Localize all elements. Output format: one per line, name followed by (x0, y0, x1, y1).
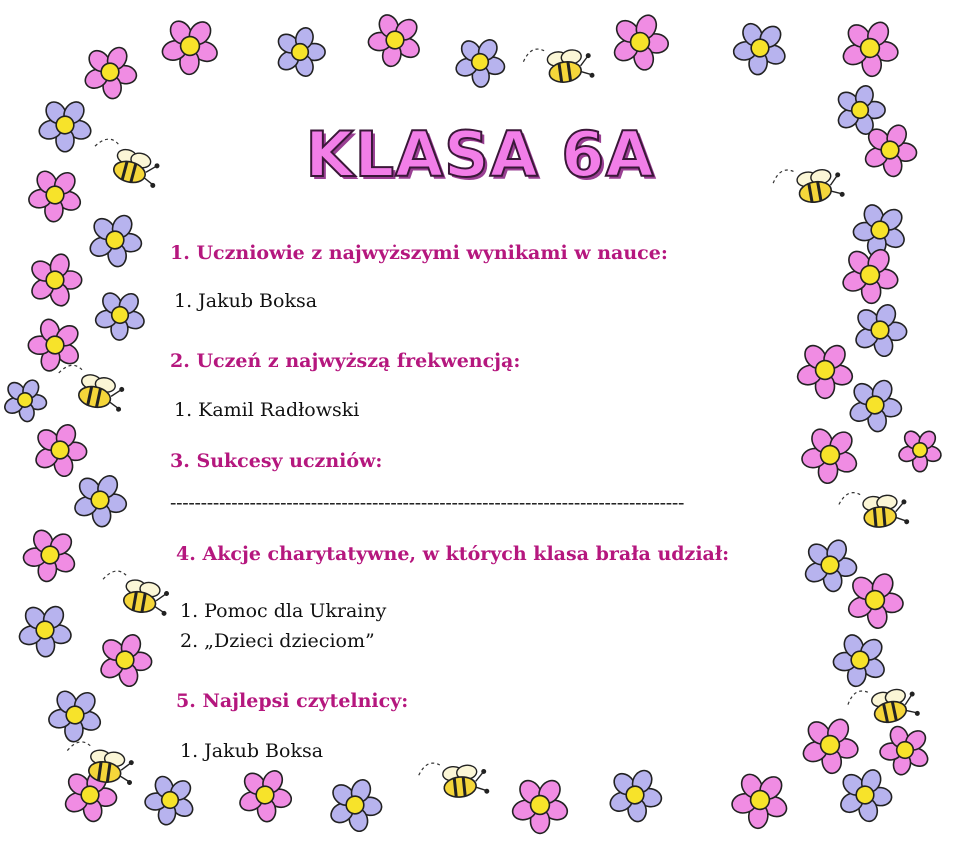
section-5-title: Najlepsi czytelnicy: (202, 690, 409, 712)
list-item-text: Jakub Boksa (198, 290, 318, 312)
pink-flower-icon (96, 630, 154, 691)
list-item (180, 600, 386, 622)
section-3-heading (170, 450, 382, 472)
list-item-text: Jakub Boksa (204, 740, 324, 762)
section-1-number: 1. (170, 242, 190, 264)
list-item (180, 740, 323, 762)
pink-flower-icon (358, 2, 433, 78)
blue-flower-icon (275, 26, 325, 79)
section-4-title: Akcje charytatywne, w których klasa brała udział: (202, 543, 730, 565)
blue-flower-icon (135, 764, 205, 835)
pink-flower-icon (892, 421, 948, 478)
section-4-number: 4. (176, 543, 196, 565)
section-5-heading (176, 690, 408, 712)
pink-flower-icon (17, 306, 93, 383)
blue-flower-icon (449, 30, 511, 94)
section-4-heading (176, 543, 729, 565)
pink-flower-icon (504, 768, 577, 843)
list-item (180, 630, 375, 652)
dashed-placeholder-line: ------------------------------------------------------------------------------------ (170, 492, 685, 514)
list-item (174, 290, 317, 312)
page-title: KLASA 6A (305, 118, 655, 191)
section-2-title: Uczeń z najwyższą frekwencją: (196, 350, 521, 372)
bee-icon (838, 488, 909, 530)
bee-icon (418, 757, 490, 801)
section-1-heading (170, 242, 668, 264)
pink-flower-icon (609, 10, 671, 75)
section-2-heading (170, 350, 520, 372)
pink-flower-icon (722, 761, 798, 839)
blue-flower-icon (604, 763, 667, 828)
pink-flower-icon (836, 13, 904, 83)
blue-flower-icon (11, 595, 78, 664)
blue-flower-icon (799, 533, 860, 596)
blue-flower-icon (851, 300, 909, 361)
section-2-number: 2. (170, 350, 190, 372)
pink-flower-icon (13, 517, 87, 592)
blue-flower-icon (844, 373, 907, 438)
blue-flower-icon (39, 679, 110, 751)
blue-flower-icon (326, 775, 384, 836)
pink-flower-icon (842, 566, 908, 635)
blue-flower-icon (724, 11, 796, 85)
pink-flower-icon (789, 333, 862, 408)
pink-flower-icon (31, 420, 89, 481)
blue-flower-icon (68, 467, 132, 533)
list-item-number: 1. (180, 600, 199, 622)
section-5-number: 5. (176, 690, 196, 712)
list-item-text: Kamil Radłowski (198, 399, 360, 421)
list-item-number: 1. (174, 399, 193, 421)
pink-flower-icon (791, 416, 868, 494)
section-3-title: Sukcesy uczniów: (196, 450, 383, 472)
pink-flower-icon (233, 762, 297, 828)
bee-icon (99, 569, 173, 617)
list-item-number: 2. (180, 630, 199, 652)
blue-flower-icon (84, 208, 147, 273)
bee-icon (846, 680, 921, 730)
pink-flower-icon (28, 252, 82, 308)
list-item-number: 1. (174, 290, 193, 312)
bee-icon (53, 363, 128, 413)
pink-flower-icon (79, 40, 142, 105)
pink-flower-icon (796, 710, 864, 780)
blue-flower-icon (835, 764, 894, 826)
section-1-title: Uczniowie z najwyższymi wynikami w nauce: (196, 242, 668, 264)
list-item-text: Pomoc dla Ukrainy (204, 600, 387, 622)
section-3-number: 3. (170, 450, 190, 472)
pink-flower-icon (153, 8, 227, 84)
blue-flower-icon (87, 282, 152, 349)
list-item (174, 399, 359, 421)
blue-flower-icon (823, 622, 898, 698)
list-item-number: 1. (180, 740, 199, 762)
list-item-text: „Dzieci dzieciom” (204, 630, 375, 652)
bee-icon (522, 42, 595, 88)
blue-flower-icon (0, 374, 50, 427)
